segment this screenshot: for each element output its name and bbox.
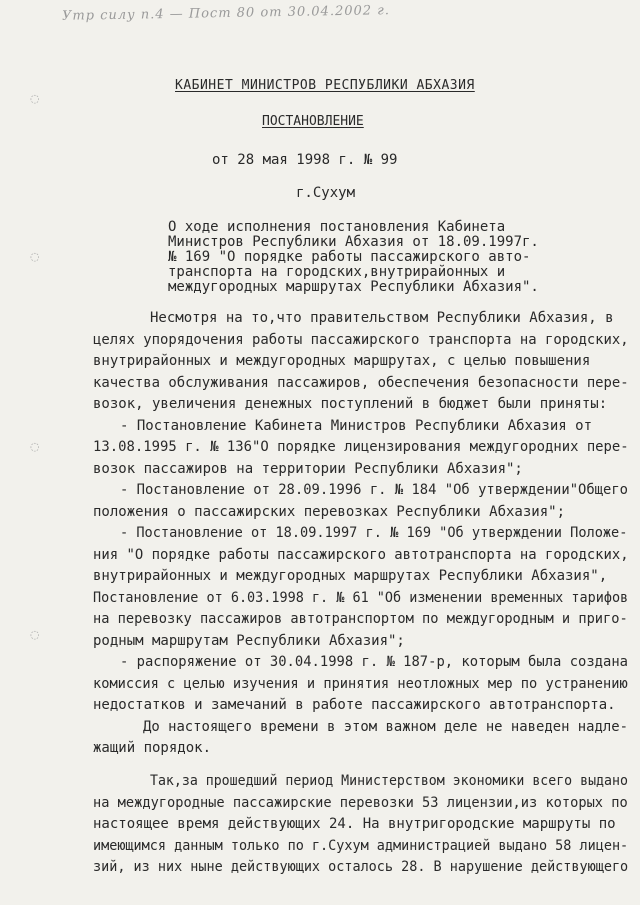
body-line: на междугородные пассажирские перевозки 53 лицензии,из которых по [93, 795, 628, 811]
body-line: качества обслуживания пассажиров, обеспечения безопасности пере- [93, 375, 629, 391]
body-line: родным маршрутам Республики Абхазия"; [93, 633, 405, 649]
subject-line: № 169 "О порядке работы пассажирского авто- [168, 249, 531, 265]
body-line: жащий порядок. [93, 740, 212, 756]
subject-line: О ходе исполнения постановления Кабинета [168, 219, 506, 235]
body-line: на перевозку пассажиров автотранспортом по междугородным и приго- [93, 611, 628, 627]
margin-hole-mark: ◌ [30, 440, 40, 453]
body-line: ния "О порядке работы пассажирского автотранспорта на городских, [93, 547, 629, 563]
margin-hole-mark: ◌ [30, 92, 40, 105]
body-line: возок пассажиров на территории Республики Абхазия"; [93, 461, 523, 477]
subject-line: транспорта на городских,внутрирайонных и [168, 264, 506, 280]
document-type: ПОСТАНОВЛЕНИЕ [262, 114, 364, 129]
body-line: положения о пассажирских перевозках Республики Абхазия"; [93, 504, 566, 520]
document-city: г.Сухум [296, 185, 356, 201]
body-line: настоящее время действующих 24. На внутригородские маршруты по [93, 816, 616, 832]
subject-line: междугородных маршрутах Республики Абхазия". [168, 279, 539, 295]
body-line: имеющимся данным только по г.Сухум администрацией выдано 58 лицен- [93, 838, 629, 854]
body-line: - распоряжение от 30.04.1998 г. № 187-р, которым была создана [120, 654, 628, 670]
document-title: КАБИНЕТ МИНИСТРОВ РЕСПУБЛИКИ АБХАЗИЯ [175, 78, 475, 93]
margin-hole-mark: ◌ [30, 628, 40, 641]
body-line: целях упорядочения работы пассажирского транспорта на городских, [93, 332, 629, 348]
body-line: Несмотря на то,что правительством Республики Абхазия, в [150, 310, 614, 326]
body-line: недостатков и замечаний в работе пассажирского автотранспорта. [93, 697, 616, 713]
subject-line: Министров Республики Абхазия от 18.09.1997г. [168, 234, 539, 250]
document-dateline: от 28 мая 1998 г. № 99 [212, 152, 398, 168]
body-line: возок, увеличения денежных поступлений в бюджет были приняты: [93, 396, 608, 412]
margin-hole-mark: ◌ [30, 250, 40, 263]
body-line: - Постановление от 18.09.1997 г. № 169 "Об утверждении Положе- [120, 525, 628, 541]
body-line: внутрирайонных и междугородных маршрутах Республики Абхазия", [93, 568, 608, 584]
body-line: До настоящего времени в этом важном деле не наведен надле- [143, 719, 628, 735]
body-line: Постановление от 6.03.1998 г. № 61 "Об изменении временных тарифов [93, 590, 629, 606]
handwritten-note: Утр силу п.4 — Пост 80 от 30.04.2002 г. [61, 3, 391, 24]
body-line: Так,за прошедший период Министерством экономики всего выдано [150, 773, 628, 789]
body-line: - Постановление от 28.09.1996 г. № 184 "Об утверждении"Общего [120, 482, 628, 498]
body-line: комиссия с целью изучения и принятия неотложных мер по устранению [93, 676, 628, 692]
body-line: внутрирайонных и междугородных маршрутах, с целью повышения [93, 353, 591, 369]
body-line: зий, из них ныне действующих осталось 28. В нарушение действующего [93, 859, 629, 875]
body-line: - Постановление Кабинета Министров Республики Абхазия от [120, 418, 593, 434]
body-line: 13.08.1995 г. № 136"О порядке лицензирования междугородних пере- [93, 439, 629, 455]
